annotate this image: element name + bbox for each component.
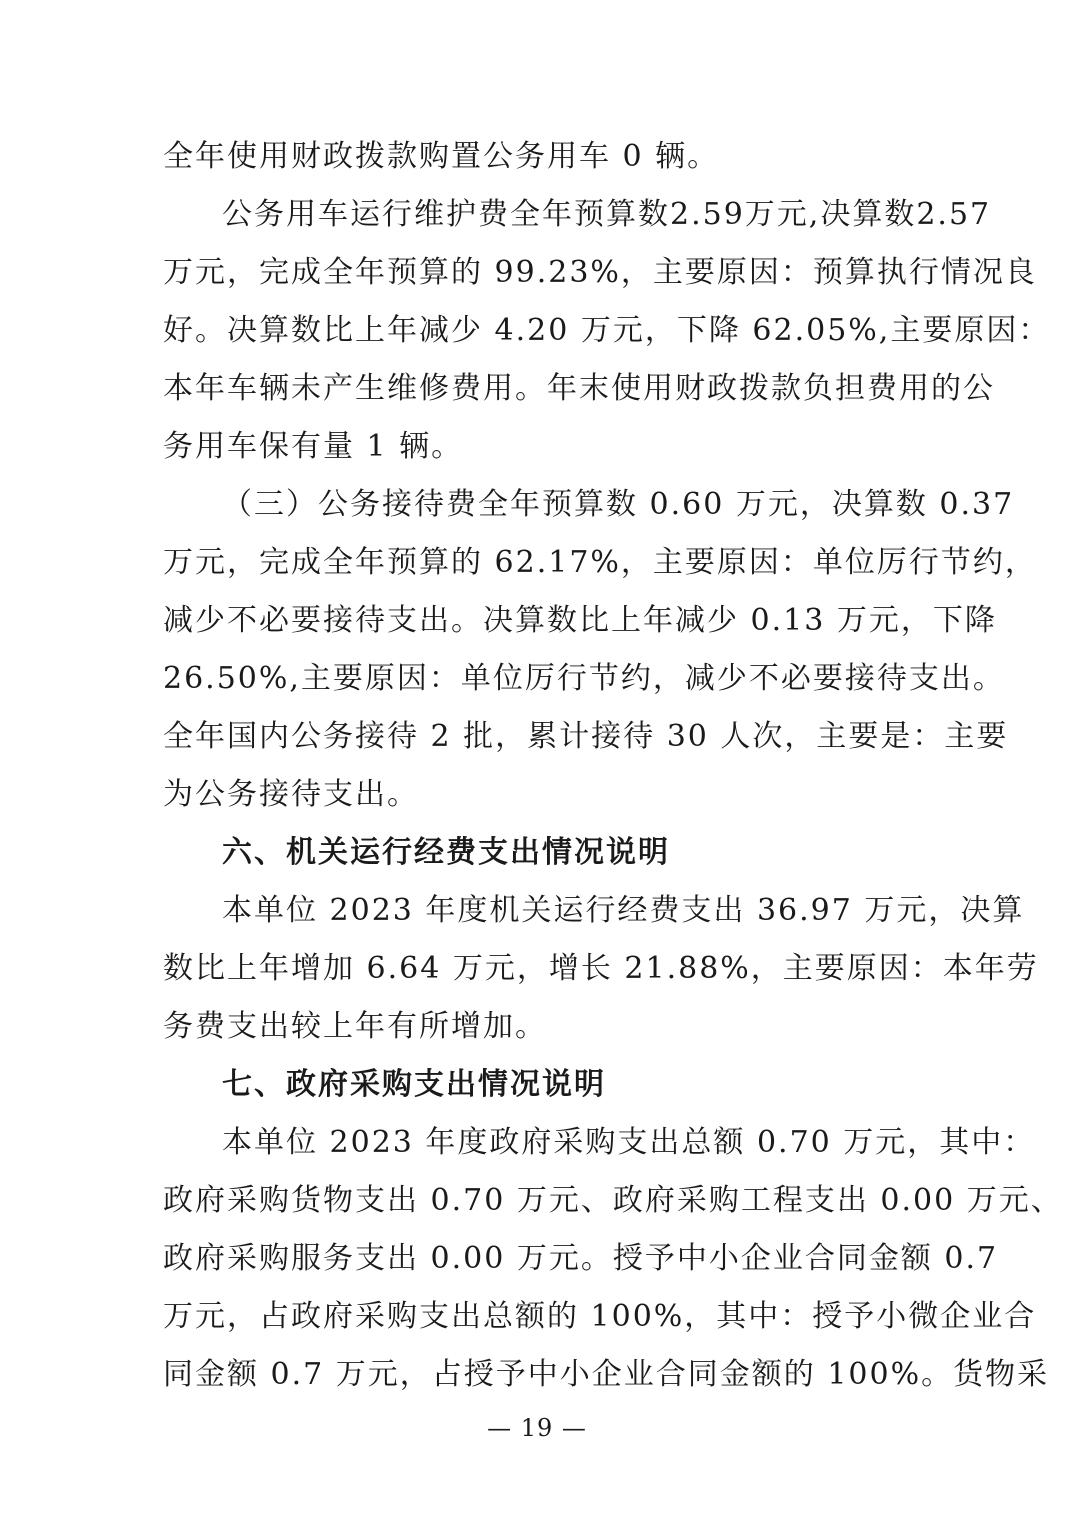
- section-heading: 六、机关运行经费支出情况说明: [222, 835, 670, 870]
- body-text-line: 减少不必要接待支出。决算数比上年减少 0.13 万元，下降: [163, 603, 997, 638]
- body-text-line: 务费支出较上年有所增加。: [163, 1009, 547, 1044]
- body-text-line: 数比上年增加 6.64 万元，增长 21.88%，主要原因：本年劳: [163, 951, 1039, 986]
- body-text-line: 本年车辆未产生维修费用。年末使用财政拨款负担费用的公: [163, 371, 995, 406]
- body-text-line: 全年国内公务接待 2 批，累计接待 30 人次，主要是：主要: [163, 719, 1009, 754]
- section-heading: 七、政府采购支出情况说明: [222, 1067, 606, 1102]
- body-text-line: 本单位 2023 年度机关运行经费支出 36.97 万元，决算: [222, 893, 1025, 928]
- body-text-line: 万元，完成全年预算的 99.23%，主要原因：预算执行情况良: [163, 255, 1037, 290]
- body-text-line: 万元，完成全年预算的 62.17%，主要原因：单位厉行节约，: [163, 545, 1037, 580]
- body-text-line: 本单位 2023 年度政府采购支出总额 0.70 万元，其中：: [222, 1125, 1036, 1160]
- page-number: — 19 —: [487, 1414, 587, 1442]
- body-text-line: 政府采购货物支出 0.70 万元、政府采购工程支出 0.00 万元、: [163, 1183, 1063, 1218]
- body-text-line: 政府采购服务支出 0.00 万元。授予中小企业合同金额 0.7: [163, 1241, 999, 1276]
- body-text-line: 好。决算数比上年减少 4.20 万元，下降 62.05%,主要原因：: [163, 313, 1051, 348]
- body-text-line: 同金额 0.7 万元，占授予中小企业合同金额的 100%。货物采: [163, 1357, 1050, 1392]
- body-text-line: 公务用车运行维护费全年预算数2.59万元,决算数2.57: [222, 197, 992, 232]
- body-text-line: 26.50%,主要原因：单位厉行节约，减少不必要接待支出。: [163, 661, 1005, 696]
- body-text-line: 为公务接待支出。: [163, 777, 419, 812]
- body-text-line: 务用车保有量 1 辆。: [163, 429, 464, 464]
- body-text-line: 全年使用财政拨款购置公务用车 0 辆。: [163, 139, 720, 174]
- body-text-line: （三）公务接待费全年预算数 0.60 万元，决算数 0.37: [222, 487, 1015, 522]
- body-text-line: 万元，占政府采购支出总额的 100%，其中：授予小微企业合: [163, 1299, 1037, 1334]
